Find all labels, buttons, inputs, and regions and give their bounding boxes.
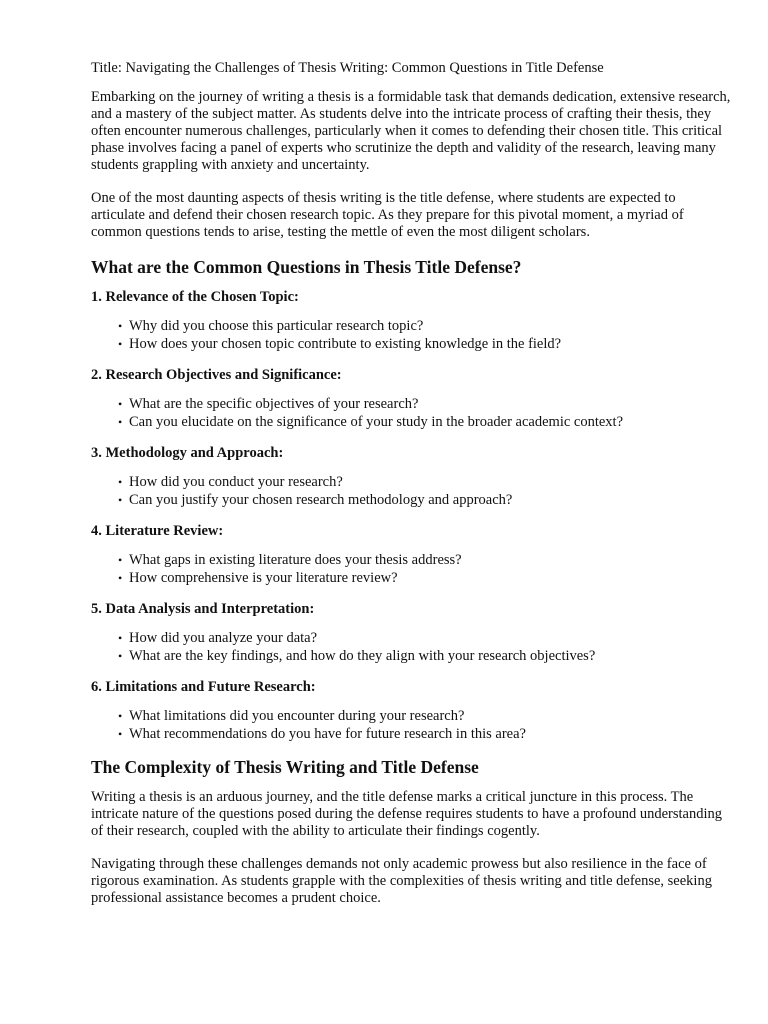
list-item bbox=[118, 648, 731, 666]
question-list bbox=[91, 318, 731, 353]
question-text: How did you analyze your data? bbox=[129, 630, 318, 646]
question-list bbox=[91, 396, 731, 431]
question-text: How does your chosen topic contribute to existing knowledge in the field? bbox=[129, 335, 562, 352]
question-text: What are the key findings, and how do they align with your research objectives? bbox=[129, 647, 596, 664]
list-item bbox=[118, 726, 731, 744]
question-list bbox=[91, 474, 731, 509]
question-group-heading: 5. Data Analysis and Interpretation: bbox=[91, 601, 315, 617]
bullet-icon: • bbox=[118, 631, 123, 645]
bullet-icon: • bbox=[118, 475, 123, 489]
bullet-icon: • bbox=[118, 709, 123, 723]
list-item bbox=[118, 474, 731, 492]
bullet-icon: • bbox=[118, 414, 123, 429]
question-text: Why did you choose this particular research topic? bbox=[129, 318, 424, 334]
list-item bbox=[118, 630, 731, 648]
question-group-heading: 4. Literature Review: bbox=[91, 523, 224, 539]
list-item bbox=[118, 552, 731, 570]
bullet-icon: • bbox=[118, 553, 123, 567]
section-heading-common-questions: What are the Common Questions in Thesis Title Defense? bbox=[91, 257, 522, 277]
document-page bbox=[91, 60, 731, 923]
list-item bbox=[118, 396, 731, 414]
list-item bbox=[118, 570, 731, 588]
question-text: Can you elucidate on the significance of your study in the broader academic context? bbox=[129, 413, 624, 430]
bullet-icon: • bbox=[118, 492, 123, 507]
list-item bbox=[118, 414, 731, 432]
closing-paragraph-1: Writing a thesis is an arduous journey, and the title defense marks a critical juncture in this process. The intricate nature of the questions posed during the defense requires students to have a profound understanding of their research, coupled with the ability to articulate their findings cogently. bbox=[91, 789, 722, 839]
bullet-icon: • bbox=[118, 319, 123, 333]
question-text: What are the specific objectives of your research? bbox=[129, 396, 419, 412]
closing-paragraph-2: Navigating through these challenges demands not only academic prowess but also resilience in the face of rigorous examination. As students grapple with the complexities of thesis writing and title defense, seeking professional assistance becomes a prudent choice. bbox=[91, 856, 712, 906]
list-item bbox=[118, 492, 731, 510]
question-group-heading: 3. Methodology and Approach: bbox=[91, 445, 284, 461]
question-text: How comprehensive is your literature review? bbox=[129, 569, 398, 586]
question-text: How did you conduct your research? bbox=[129, 474, 343, 490]
question-text: What limitations did you encounter during your research? bbox=[129, 708, 465, 724]
list-item bbox=[118, 336, 731, 354]
list-item bbox=[118, 708, 731, 726]
question-text: What recommendations do you have for future research in this area? bbox=[129, 725, 526, 742]
question-group-heading: 2. Research Objectives and Significance: bbox=[91, 367, 342, 383]
intro-paragraph-1: Embarking on the journey of writing a thesis is a formidable task that demands dedication, extensive research, and a mastery of the subject matter. As students delve into the intricate process of crafting their thesis, they often encounter numerous challenges, particularly when it comes to defending their chosen title. This critical phase involves facing a panel of experts who scrutinize the depth and validity of the research, leaving many students grappling with anxiety and uncertainty. bbox=[91, 89, 731, 173]
question-group-heading: 6. Limitations and Future Research: bbox=[91, 679, 316, 695]
question-text: Can you justify your chosen research methodology and approach? bbox=[129, 491, 513, 508]
question-text: What gaps in existing literature does your thesis address? bbox=[129, 552, 462, 568]
bullet-icon: • bbox=[118, 648, 123, 663]
bullet-icon: • bbox=[118, 336, 123, 351]
bullet-icon: • bbox=[118, 726, 123, 741]
question-list bbox=[91, 630, 731, 665]
question-list bbox=[91, 552, 731, 587]
bullet-icon: • bbox=[118, 397, 123, 411]
section-heading-complexity: The Complexity of Thesis Writing and Title Defense bbox=[91, 757, 479, 777]
bullet-icon: • bbox=[118, 570, 123, 585]
question-list bbox=[91, 708, 731, 743]
list-item bbox=[118, 318, 731, 336]
intro-paragraph-2: One of the most daunting aspects of thesis writing is the title defense, where students are expected to articulate and defend their chosen research topic. As they prepare for this pivotal moment, a myriad of common questions tends to arise, testing the mettle of even the most diligent scholars. bbox=[91, 190, 684, 240]
document-title-line: Title: Navigating the Challenges of Thesis Writing: Common Questions in Title Defense bbox=[91, 60, 604, 76]
question-group-heading: 1. Relevance of the Chosen Topic: bbox=[91, 289, 299, 305]
